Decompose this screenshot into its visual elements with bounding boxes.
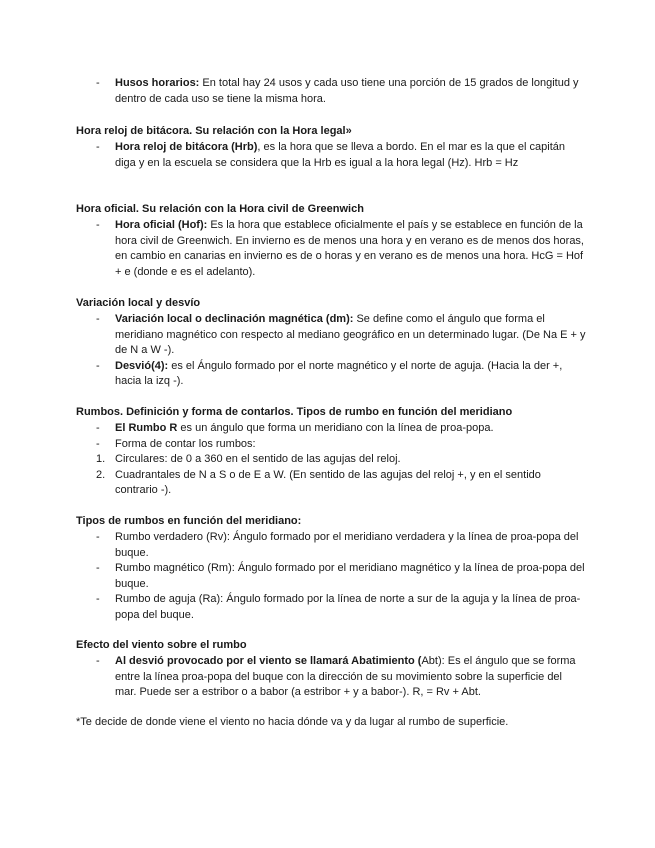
bullet-item bbox=[76, 561, 586, 592]
section-heading: Efecto del viento sobre el rumbo bbox=[76, 639, 247, 651]
term-label: Husos horarios: bbox=[115, 77, 200, 89]
section-variacion-desvio bbox=[76, 296, 586, 390]
term-label: Hora reloj de bitácora (Hrb) bbox=[115, 141, 258, 153]
section-heading: Hora oficial. Su relación con la Hora civil de Greenwich bbox=[76, 203, 364, 215]
item-text: Rumbo verdadero (Rv): Ángulo formado por el meridiano verdadera y la línea de proa-popa del buque. bbox=[115, 531, 579, 559]
section-tipos-rumbos bbox=[76, 514, 586, 624]
bullet-marker: - bbox=[96, 655, 100, 667]
numbered-item bbox=[76, 468, 586, 499]
bullet-item bbox=[76, 140, 586, 171]
section-heading: Hora reloj de bitácora. Su relación con la Hora legal» bbox=[76, 125, 352, 137]
item-text: Es la hora que establece oficialmente el país y se establece en función de la hora civil de Greenwich. En invierno es de menos una hora y en verano es de menos dos horas, en cambio en canarias en invierno es de o horas y en verano es de menos una hora. HcG = Hof + e (donde e es el adelanto). bbox=[115, 219, 584, 278]
section-husos-horarios bbox=[76, 76, 586, 107]
bullet-marker: - bbox=[96, 562, 100, 575]
section-hora-reloj-bitacora bbox=[76, 124, 586, 171]
bullet-item bbox=[76, 312, 586, 359]
item-text: Se define como el ángulo que forma el meridiano magnético con respecto al mediano geográfico en un determinado lugar. (De Na E + y de N a W -). bbox=[115, 313, 586, 357]
item-text: Rumbo de aguja (Ra): Ángulo formado por la línea de norte a sur de la aguja y la línea de proa-popa del buque. bbox=[115, 593, 581, 621]
bullet-item bbox=[76, 592, 586, 623]
item-text: es el Ángulo formado por el norte magnético y el norte de aguja. (Hacia la der +, hacia la izq -). bbox=[115, 359, 563, 388]
section-rumbos bbox=[76, 405, 586, 499]
bullet-marker: - bbox=[96, 359, 100, 372]
term-label: El Rumbo R bbox=[115, 422, 178, 434]
section-efecto-viento bbox=[76, 638, 586, 701]
number-marker: 2. bbox=[96, 468, 106, 481]
numbered-item bbox=[76, 452, 586, 468]
item-text: Circulares: de 0 a 360 en el sentido de las agujas del reloj. bbox=[115, 453, 401, 466]
bullet-marker: - bbox=[96, 593, 100, 606]
bullet-marker: - bbox=[96, 313, 100, 325]
section-heading: Variación local y desvío bbox=[76, 297, 201, 309]
item-text: Rumbo magnético (Rm): Ángulo formado por el meridiano magnético y la línea de proa-popa del buque. bbox=[115, 562, 585, 590]
footnote: *Te decide de donde viene el viento no hacia dónde va y da lugar al rumbo de superficie. bbox=[76, 716, 509, 728]
bullet-marker: - bbox=[96, 531, 100, 543]
term-label: Desvió(4): bbox=[115, 359, 169, 372]
bullet-item bbox=[76, 654, 586, 701]
bullet-item bbox=[76, 359, 586, 390]
bullet-marker: - bbox=[96, 219, 100, 231]
bullet-marker: - bbox=[96, 422, 100, 434]
bullet-marker: - bbox=[96, 77, 100, 89]
bullet-marker: - bbox=[96, 141, 100, 153]
term-label: Hora oficial (Hof): bbox=[115, 219, 208, 231]
item-text: es un ángulo que forma un meridiano con la línea de proa-popa. bbox=[177, 422, 494, 434]
bullet-item bbox=[76, 218, 586, 280]
item-text: En total hay 24 usos y cada uso tiene una porción de 15 grados de longitud y dentro de cada uso se tiene la misma hora. bbox=[115, 77, 579, 105]
bullet-item bbox=[76, 437, 586, 453]
section-hora-oficial bbox=[76, 202, 586, 280]
bullet-item bbox=[76, 530, 586, 561]
section-heading: Tipos de rumbos en función del meridiano: bbox=[76, 515, 302, 527]
item-text: Forma de contar los rumbos: bbox=[115, 437, 256, 450]
item-text: , es la hora que se lleva a bordo. En el mar es la que el capitán diga y en la escuela se considera que la Hrb es igual a la hora legal (Hz). Hrb = Hz bbox=[115, 141, 565, 169]
bullet-item bbox=[76, 421, 586, 437]
term-label: Variación local o declinación magnética (dm): bbox=[115, 313, 354, 325]
section-heading: Rumbos. Definición y forma de contarlos. Tipos de rumbo en función del meridiano bbox=[76, 406, 513, 418]
bullet-marker: - bbox=[96, 437, 100, 450]
item-text: Abt): Es el ángulo que se forma entre la línea proa-popa del buque con la dirección de su movimiento sobre la superficie del mar. Puede ser a estribor o a babor (a estribor + y a babor-). R, = Rv + Abt. bbox=[115, 655, 576, 699]
bullet-item bbox=[76, 76, 586, 107]
item-text: Cuadrantales de N a S o de E a W. (En sentido de las agujas del reloj +, y en el sentido contrario -). bbox=[115, 468, 541, 497]
number-marker: 1. bbox=[96, 453, 106, 466]
term-label: Al desvió provocado por el viento se llamará Abatimiento ( bbox=[115, 655, 422, 667]
